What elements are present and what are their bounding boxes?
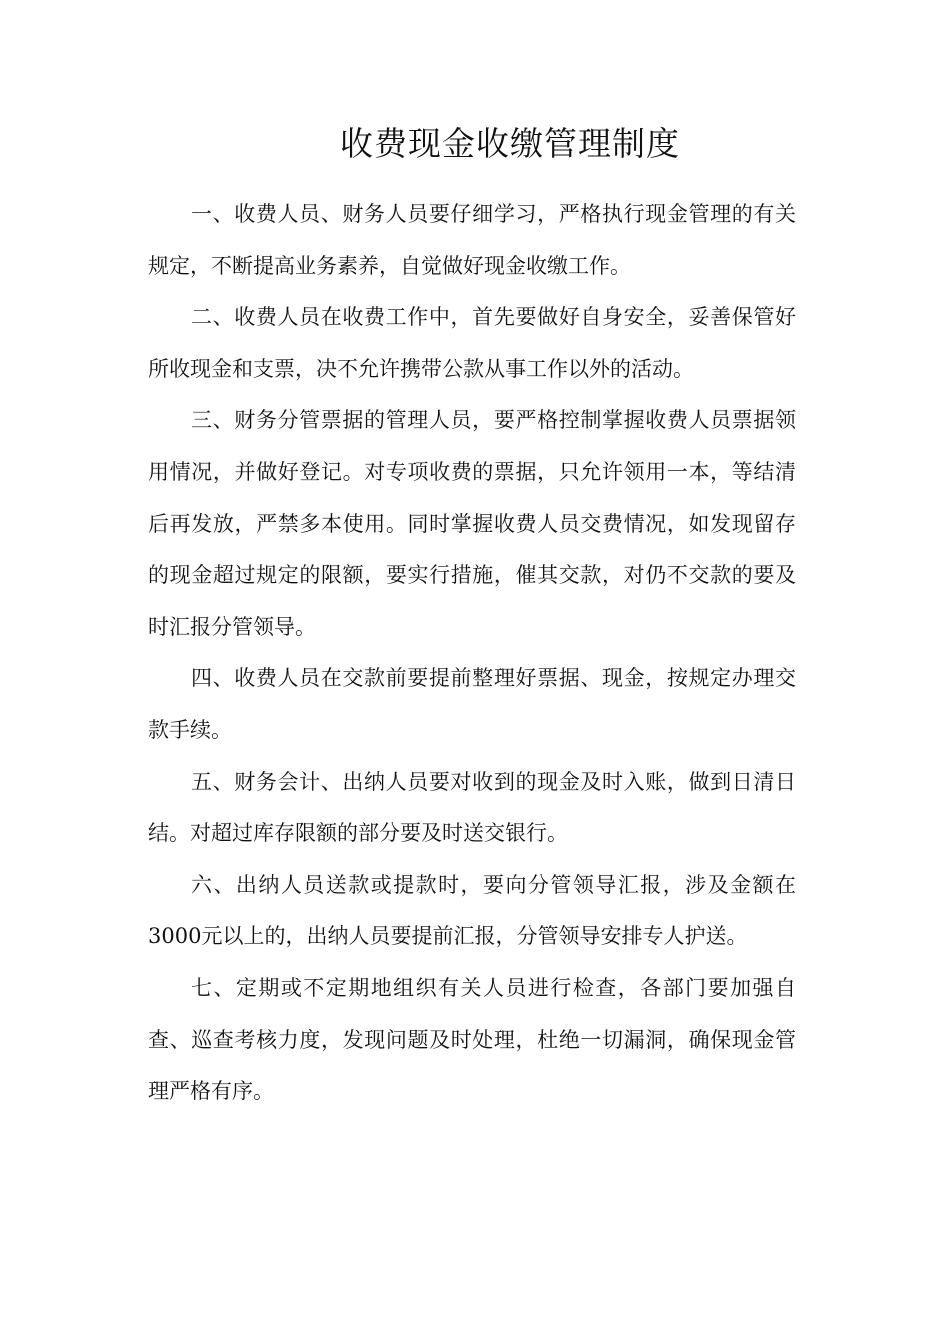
paragraph-7: 七、定期或不定期地组织有关人员进行检查，各部门要加强自查、巡查考核力度，发现问题及时处理，杜绝一切漏洞，确保现金管理严格有序。 xyxy=(148,975,796,1104)
paragraph-3: 三、财务分管票据的管理人员，要严格控制掌握收费人员票据领用情况，并做好登记。对专项收费的票据，只允许领用一本，等结清后再发放，严禁多本使用。同时掌握收费人员交费情况，如发现留存的现金超过规定的限额，要实行措施，催其交款，对仍不交款的要及时汇报分管领导。 xyxy=(148,408,796,639)
document-title: 收费现金收缴管理制度 xyxy=(340,124,680,163)
paragraph-4: 四、收费人员在交款前要提前整理好票据、现金，按规定办理交款手续。 xyxy=(148,666,796,742)
paragraph-6: 六、出纳人员送款或提款时，要向分管领导汇报，涉及金额在3000元以上的，出纳人员要提前汇报，分管领导安排专人护送。 xyxy=(148,872,796,949)
paragraph-1: 一、收费人员、财务人员要仔细学习，严格执行现金管理的有关规定，不断提高业务素养，自觉做好现金收缴工作。 xyxy=(148,202,796,278)
paragraph-5: 五、财务会计、出纳人员要对收到的现金及时入账，做到日清日结。对超过库存限额的部分要及时送交银行。 xyxy=(148,769,796,846)
paragraph-2: 二、收费人员在收费工作中，首先要做好自身安全，妥善保管好所收现金和支票，决不允许携带公款从事工作以外的活动。 xyxy=(148,305,796,381)
document-body xyxy=(148,189,796,1118)
